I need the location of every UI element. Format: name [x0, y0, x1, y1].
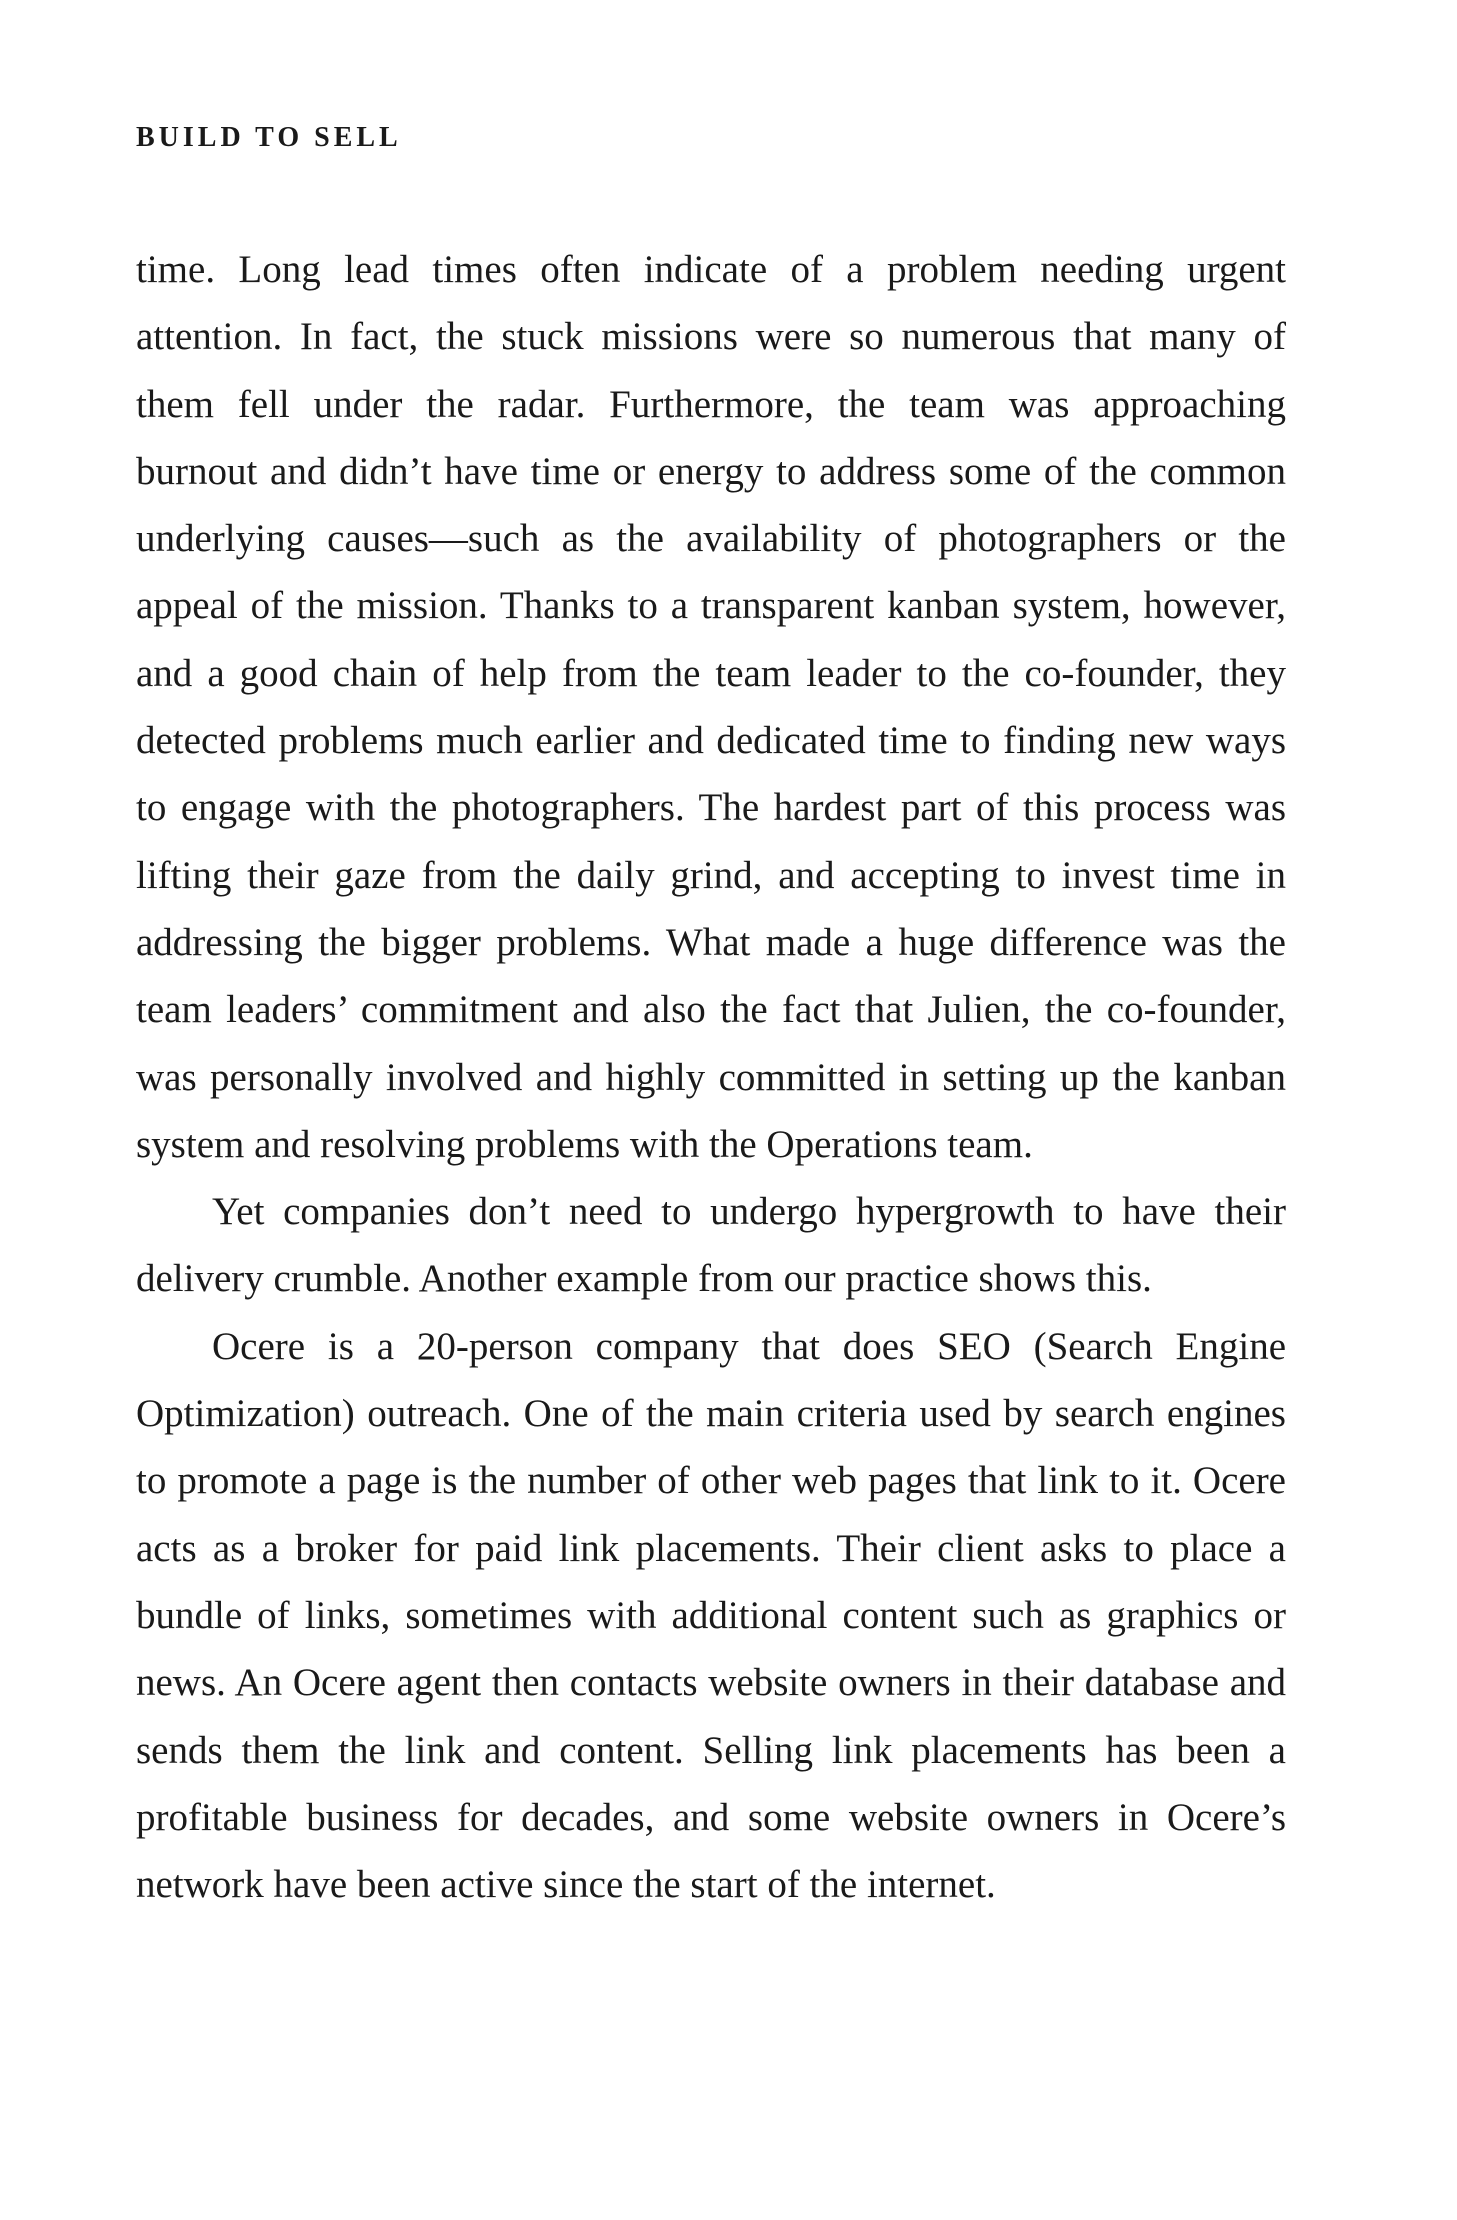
running-head: BUILD TO SELL: [136, 122, 402, 153]
paragraph-delivery-example: Yet companies don’t need to undergo hypergrowth to have their delivery crumble. Another example from our practice shows this.: [136, 1190, 1286, 1301]
paragraph-ocere: Ocere is a 20-person company that does SEO (Search Engine Optimization) outreach. One of the main criteria used by search engines to promote a page is the number of other web pages that link to it. Ocere acts as a broker for paid link placements. Their client asks to place a bundle of links, sometimes with additional content such as graphics or news. An Ocere agent then contacts website owners in their database and sends them the link and content. Selling link placements has been a profitable business for decades, and some website owners in Ocere’s network have been active since the start of the internet.: [136, 1324, 1286, 1907]
paragraph-continued: time. Long lead times often indicate of a problem needing urgent attention. In fact, the stuck missions were so numerous that many of them fell under the radar. Furthermore, the team was approaching burnout and didn’t have time or energy to address some of the common underlying causes—such as the availability of photographers or the appeal of the mission. Thanks to a transparent kanban system, however, and a good chain of help from the team leader to the co-founder, they detected problems much earlier and dedicated time to finding new ways to engage with the photographers. The hardest part of this process was lifting their gaze from the daily grind, and accepting to invest time in addressing the bigger problems. What made a huge difference was the team leaders’ commitment and also the fact that Julien, the co-founder, was personally involved and highly committed in setting up the kanban system and resolving problems with the Operations team.: [136, 248, 1286, 1166]
body-text: [136, 236, 1286, 1918]
